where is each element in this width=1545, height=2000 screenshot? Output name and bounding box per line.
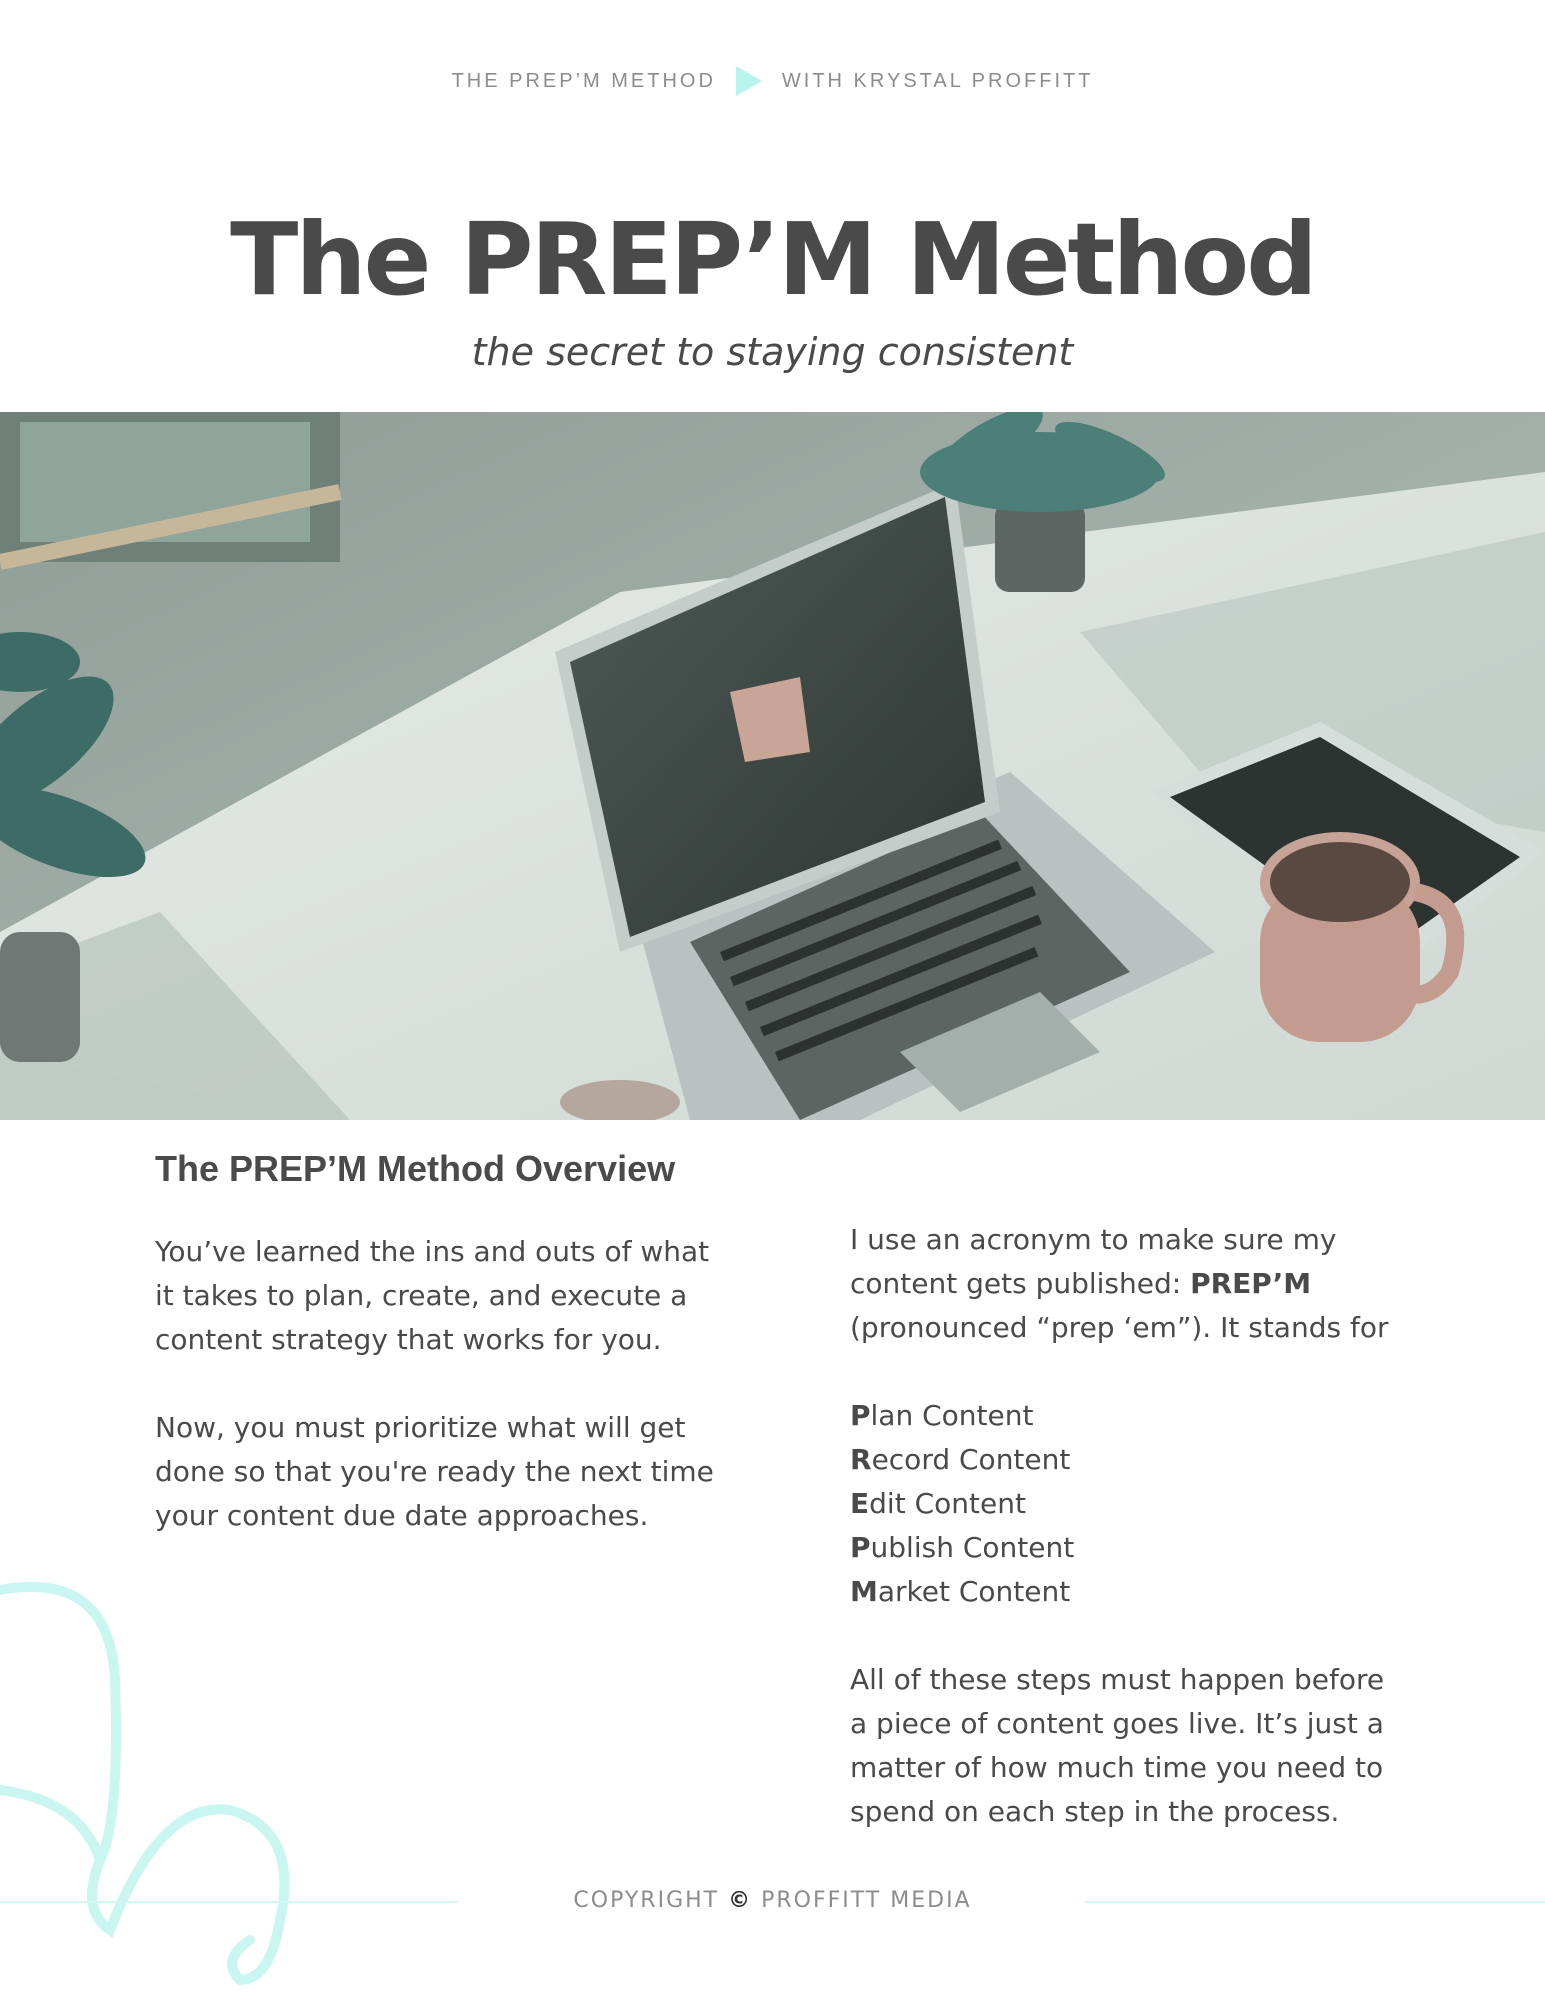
step-rest: arket Content	[877, 1575, 1071, 1608]
step-rest: lan Content	[870, 1399, 1034, 1432]
acronym-intro-text: I use an acronym to make sure my content gets published:	[850, 1223, 1337, 1300]
overview-left-column	[155, 1230, 715, 1582]
step-plan	[850, 1394, 1410, 1438]
overview-heading: The PREP’M Method Overview	[155, 1148, 676, 1189]
footer-prefix: COPYRIGHT	[573, 1888, 720, 1913]
acronym-steps-list	[850, 1394, 1410, 1614]
step-record	[850, 1438, 1410, 1482]
decorative-swirl	[0, 1560, 400, 2000]
step-publish	[850, 1526, 1410, 1570]
overview-right-column	[850, 1218, 1410, 1878]
step-rest: ecord Content	[871, 1443, 1071, 1476]
page-title: The PREP’M Method	[230, 201, 1315, 318]
step-initial: P	[850, 1399, 871, 1432]
laptop-desk-photo	[0, 412, 1545, 1120]
step-initial: E	[850, 1487, 870, 1520]
step-initial: M	[850, 1575, 878, 1608]
page-subtitle: the secret to staying consistent	[471, 330, 1074, 374]
step-rest: ublish Content	[870, 1531, 1075, 1564]
step-edit	[850, 1482, 1410, 1526]
header-left-text: THE PREP’M METHOD	[451, 69, 716, 92]
acronym-intro-tail: (pronounced “prep ‘em”). It stands for	[850, 1311, 1389, 1344]
footer-suffix: PROFFITT MEDIA	[761, 1888, 972, 1913]
play-arrow-icon	[734, 64, 764, 98]
acronym-intro	[850, 1218, 1410, 1350]
left-paragraph-2: Now, you must prioritize what will get done so that you're ready the next time your content due date approaches.	[155, 1411, 714, 1532]
step-initial: R	[850, 1443, 872, 1476]
header-right-text: WITH KRYSTAL PROFFITT	[781, 69, 1094, 92]
closing-paragraph: All of these steps must happen before a piece of content goes live. It’s just a matter of how much time you need to spend on each step in the process.	[850, 1663, 1385, 1828]
step-rest: dit Content	[869, 1487, 1026, 1520]
step-market	[850, 1570, 1410, 1614]
page-header	[0, 64, 1545, 98]
step-initial: P	[850, 1531, 871, 1564]
acronym-name: PREP’M	[1190, 1267, 1312, 1300]
left-paragraph-1: You’ve learned the ins and outs of what it takes to plan, create, and execute a content strategy that works for you.	[155, 1235, 710, 1356]
page-footer	[0, 1888, 1545, 1913]
copyright-icon: ©	[728, 1888, 753, 1913]
